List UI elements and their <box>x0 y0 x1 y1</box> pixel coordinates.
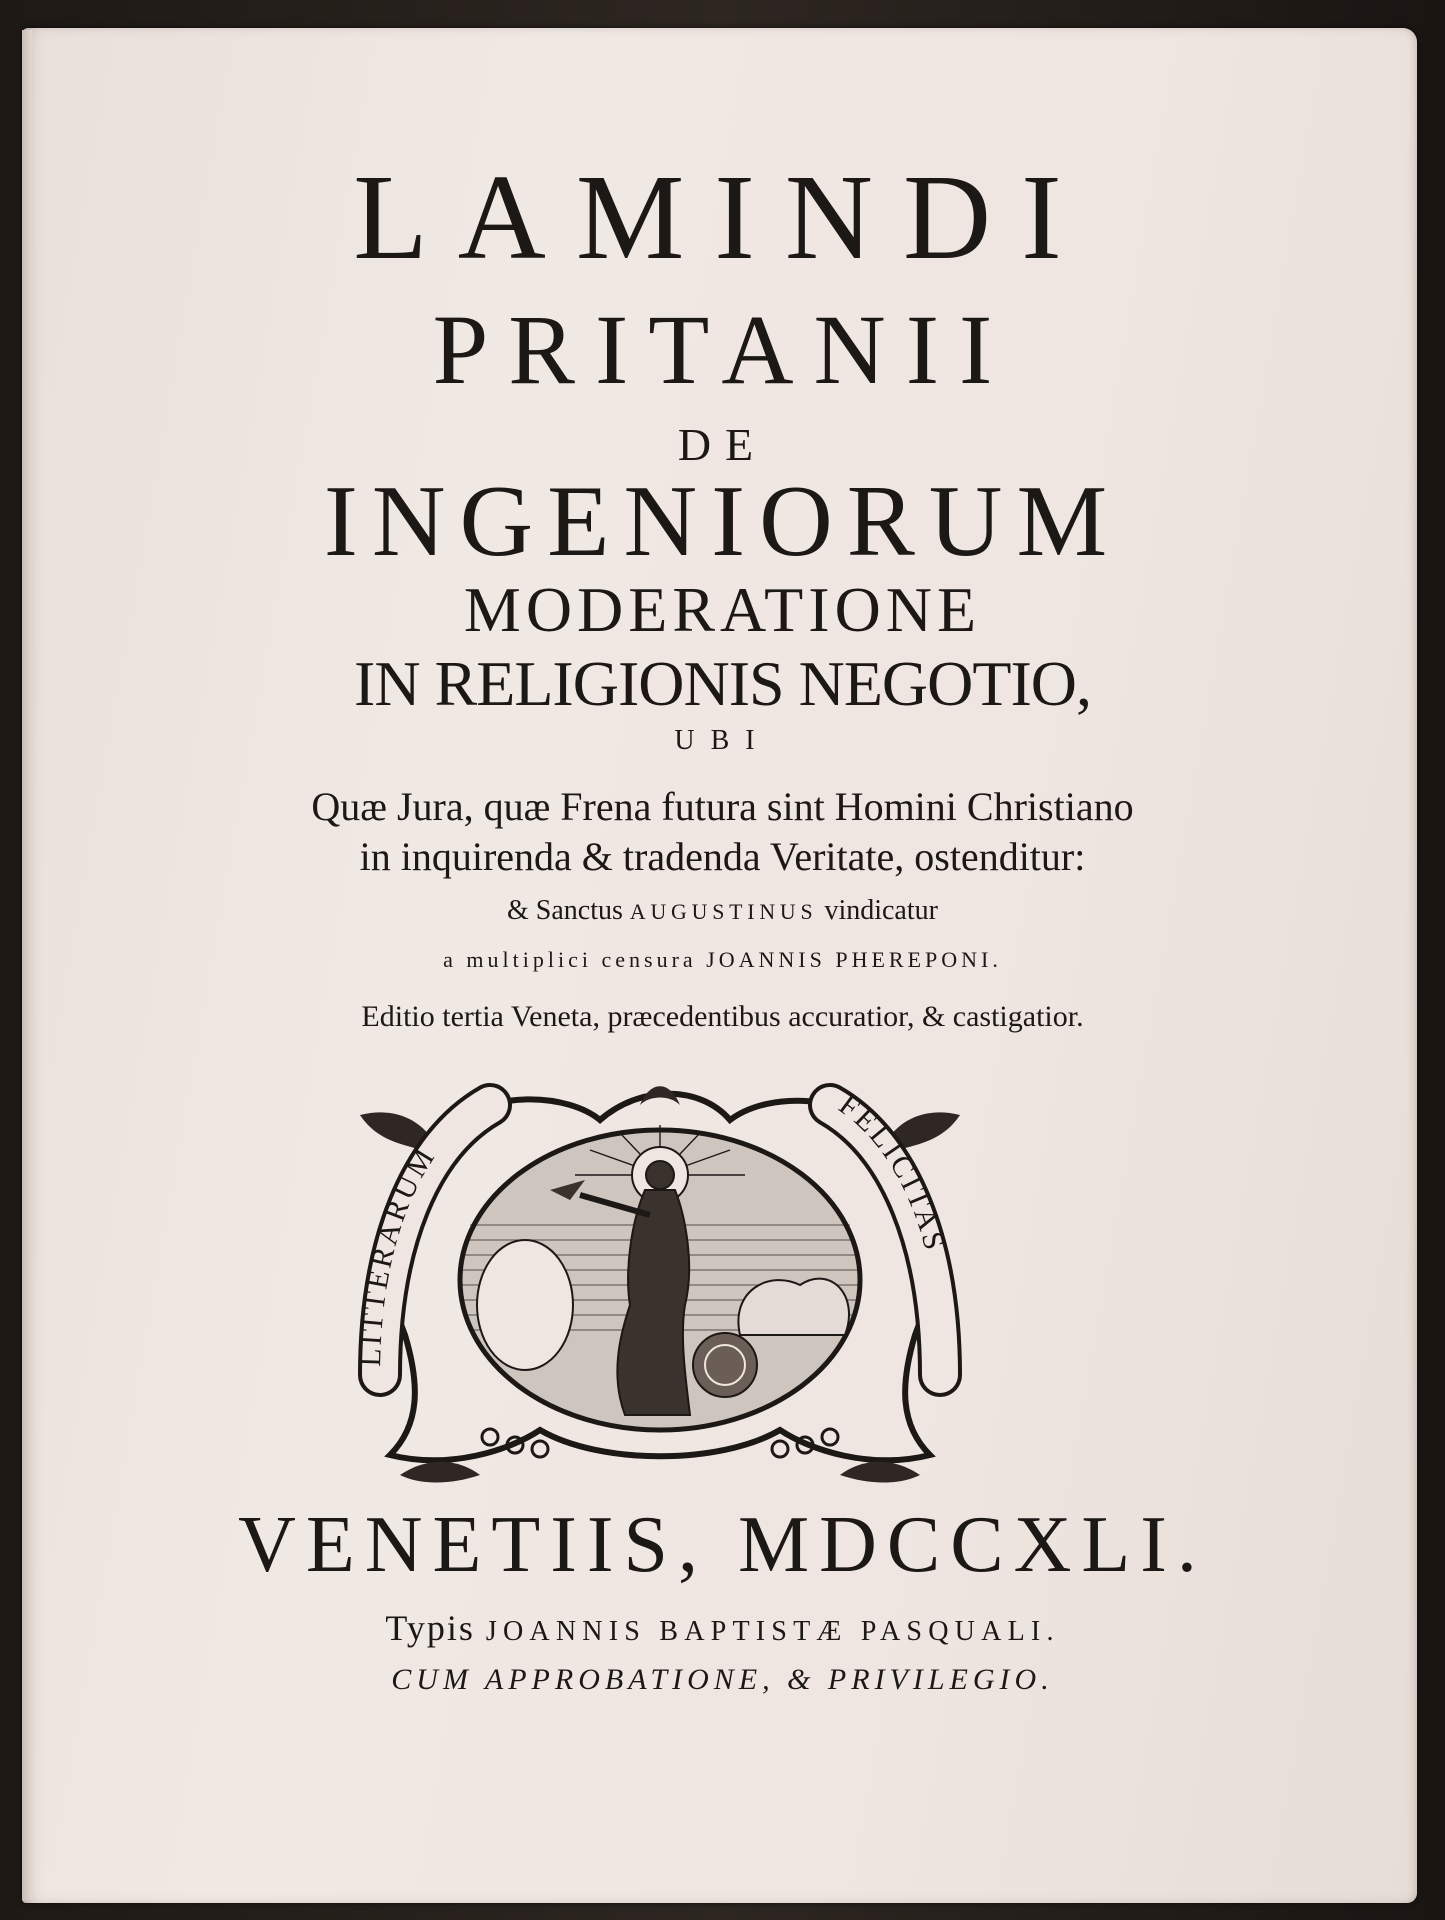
printer-device-vignette <box>340 1075 980 1490</box>
subtitle-ubi: UBI <box>674 725 771 756</box>
edition-line: Editio tertia Veneta, præcedentibus accuratior, & castigatior. <box>361 1000 1084 1033</box>
title-line-4: INGENIORUM <box>323 465 1122 578</box>
imprint-privilege: CUM APPROBATIONE, & PRIVILEGIO. <box>391 1663 1054 1696</box>
subtitle-line-3-post: vindicatur <box>817 895 938 926</box>
printer-prefix: Typis <box>385 1608 486 1648</box>
title-line-1: LAMINDI <box>353 150 1092 285</box>
title-line-6: IN RELIGIONIS NEGOTIO, <box>354 648 1091 719</box>
banner-left-text: LITTERARUM <box>353 1140 443 1368</box>
subtitle-line-3-pre: & Sanctus <box>507 895 630 926</box>
title-line-2: PRITANII <box>432 294 1013 405</box>
subtitle-line-4-pre: a multiplici censura <box>443 947 707 972</box>
phereponi-name: JOANNIS PHEREPONI. <box>706 947 1002 972</box>
augustinus-name: AUGUSTINUS <box>629 900 818 924</box>
subtitle-line-3 <box>0 895 1445 927</box>
subtitle-line-4 <box>0 947 1445 973</box>
imprint-place-year: VENETIIS, MDCCXLI. <box>238 1501 1207 1589</box>
cloud-left <box>477 1240 573 1370</box>
title-line-5: MODERATIONE <box>463 574 982 645</box>
title-line-3: DE <box>677 419 768 470</box>
subtitle-line-2: in inquirenda & tradenda Veritate, ostenditur: <box>359 834 1086 879</box>
subtitle-line-1: Quæ Jura, quæ Frena futura sint Homini Christiano <box>311 784 1134 829</box>
imprint-printer <box>0 1607 1445 1649</box>
printer-name: JOANNIS BAPTISTÆ PASQUALI. <box>485 1616 1060 1647</box>
banner-right-text: FELICITAS <box>832 1088 952 1257</box>
